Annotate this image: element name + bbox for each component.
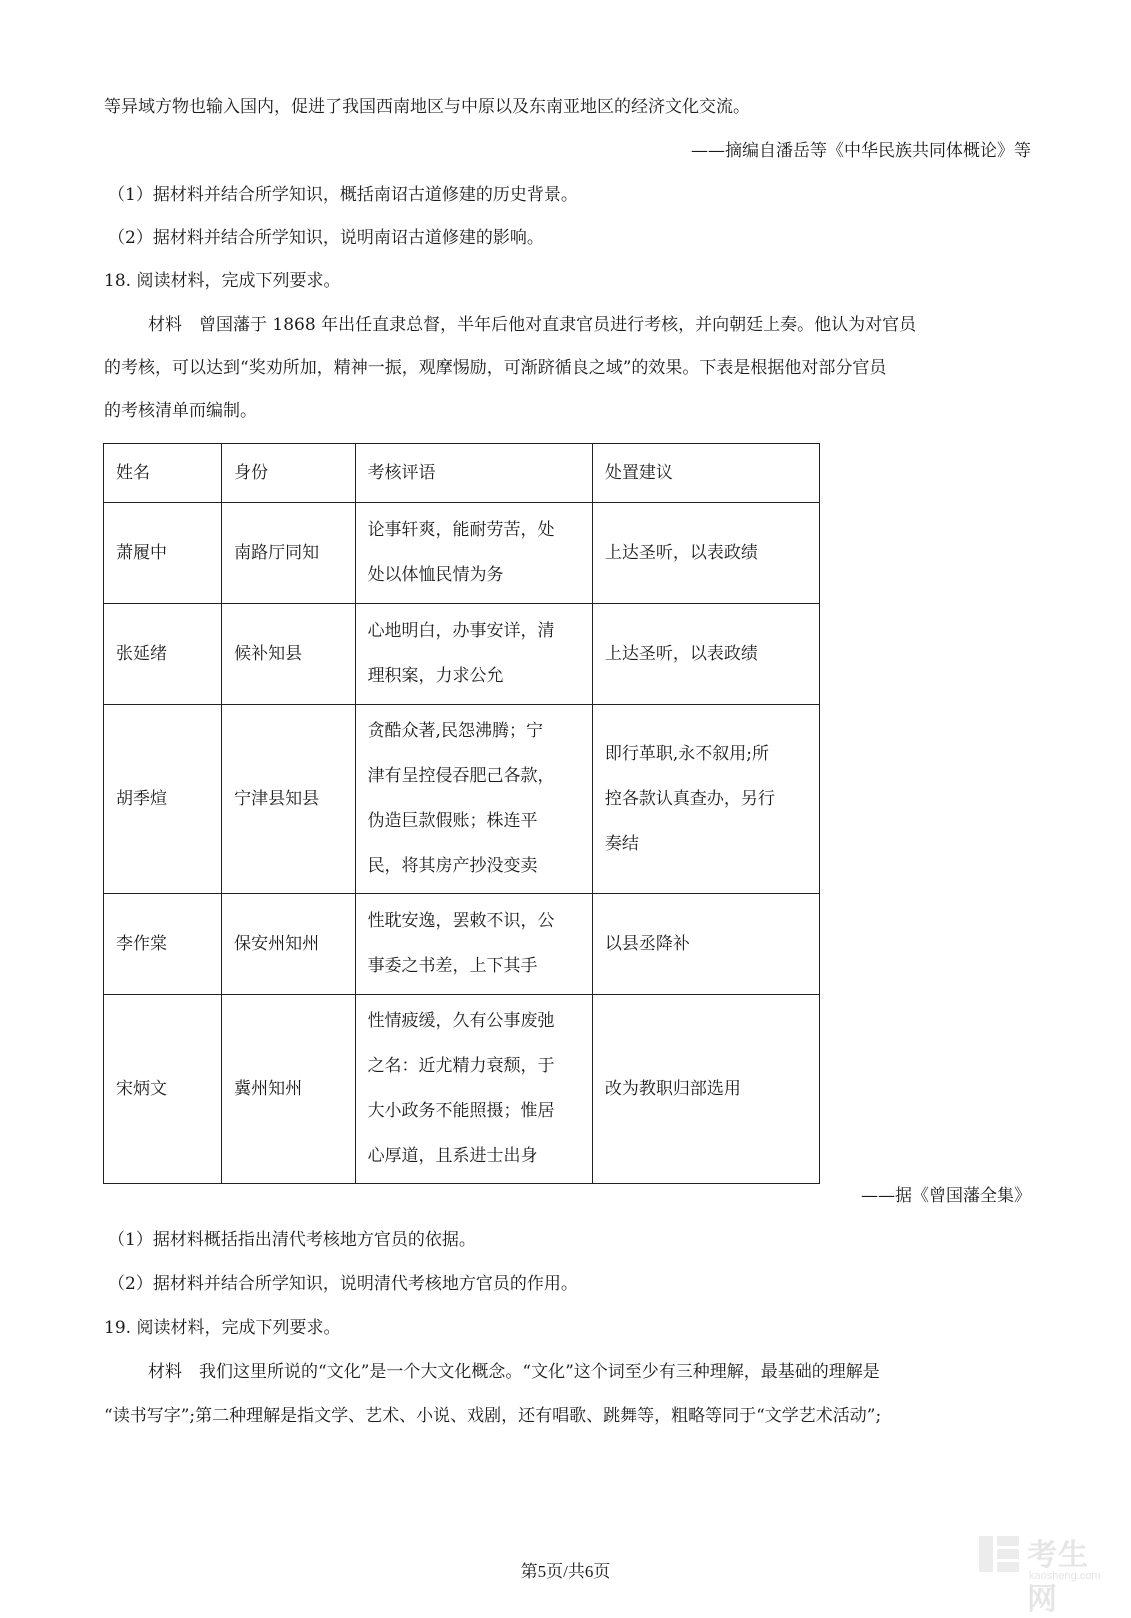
comment-line: 理积案，力求公允 <box>367 666 504 686</box>
assessment-table <box>103 443 820 1184</box>
comment-line: 伪造巨款假账；株连平 <box>367 811 538 831</box>
comment-line: 性耽安逸，罢敕不识，公 <box>367 911 555 931</box>
table-header-row <box>104 444 820 503</box>
comment-line: 心厚道，且系进士出身 <box>367 1146 538 1166</box>
question-18-2: （2）据材料并结合所学知识，说明清代考核地方官员的作用。 <box>108 1274 578 1294</box>
table-row <box>104 705 820 894</box>
cell-name: 萧履中 <box>104 503 222 604</box>
cell-advice <box>592 705 819 894</box>
table-row <box>104 995 820 1184</box>
material-18-line-1: 材料 曾国藩于 1868 年出任直隶总督，半年后他对直隶官员进行考核，并向朝廷上奏。他认为对官员 <box>148 315 917 335</box>
paragraph-continuation: 等异域方物也输入国内，促进了我国西南地区与中原以及东南亚地区的经济文化交流。 <box>104 97 750 117</box>
header-role: 身份 <box>222 444 355 503</box>
cell-name: 胡季煊 <box>104 705 222 894</box>
header-advice: 处置建议 <box>592 444 819 503</box>
comment-line: 性情疲缓，久有公事废弛 <box>367 1011 555 1031</box>
question-19-title: 19. 阅读材料，完成下列要求。 <box>104 1318 341 1338</box>
cell-role: 候补知县 <box>222 604 355 705</box>
cell-advice <box>592 894 819 995</box>
comment-line: 民，将其房产抄没变卖 <box>367 856 538 876</box>
material-19-line-2: “读书写字”;第二种理解是指文学、艺术、小说、戏剧，还有唱歌、跳舞等，粗略等同于“文学艺术活动”; <box>104 1406 882 1426</box>
source-citation-17: ——摘编自潘岳等《中华民族共同体概论》等 <box>691 141 1031 161</box>
comment-line: 之名：近尤精力衰颓，于 <box>367 1056 555 1076</box>
cell-comment <box>355 604 592 705</box>
question-17-1: （1）据材料并结合所学知识，概括南诏古道修建的历史背景。 <box>108 185 578 205</box>
comment-line: 心地明白，办事安详，清 <box>367 621 555 641</box>
cell-role: 保安州知州 <box>222 894 355 995</box>
cell-name: 李作棠 <box>104 894 222 995</box>
header-comment: 考核评语 <box>355 444 592 503</box>
material-19-line-1: 材料 我们这里所说的“文化”是一个大文化概念。“文化”这个词至少有三种理解，最基础的理解是 <box>148 1362 880 1382</box>
advice-line: 奏结 <box>604 833 639 854</box>
watermark-logo-icon <box>977 1534 1021 1574</box>
comment-line: 津有呈控侵吞肥己各款， <box>367 766 555 786</box>
cell-name: 张延绪 <box>104 604 222 705</box>
watermark <box>977 1530 1107 1616</box>
page-footer: 第5页/共6页 <box>520 1562 611 1581</box>
cell-advice <box>592 604 819 705</box>
comment-line: 贪酷众著,民怨沸腾；宁 <box>367 721 543 741</box>
advice-line: 以县丞降补 <box>604 933 690 954</box>
comment-line: 大小政务不能照摄；惟居 <box>367 1101 555 1121</box>
advice-line: 改为教职归部选用 <box>604 1078 741 1099</box>
advice-line: 上达圣听，以表政绩 <box>604 643 758 664</box>
cell-advice <box>592 503 819 604</box>
cell-role: 宁津县知县 <box>222 705 355 894</box>
cell-advice <box>592 995 819 1184</box>
table-row <box>104 503 820 604</box>
table-row <box>104 894 820 995</box>
comment-line: 事委之书差，上下其手 <box>367 956 538 976</box>
cell-comment <box>355 503 592 604</box>
cell-comment <box>355 995 592 1184</box>
advice-line: 上达圣听，以表政绩 <box>604 542 758 563</box>
comment-line: 论事轩爽，能耐劳苦，处 <box>367 520 555 540</box>
cell-role: 冀州知州 <box>222 995 355 1184</box>
cell-comment <box>355 894 592 995</box>
question-17-2: （2）据材料并结合所学知识，说明南诏古道修建的影响。 <box>108 228 544 248</box>
watermark-text: 考生网 <box>1027 1539 1089 1616</box>
advice-line: 即行革职,永不叙用;所 <box>604 743 769 764</box>
cell-comment <box>355 705 592 894</box>
cell-role: 南路厅同知 <box>222 503 355 604</box>
question-18-1: （1）据材料概括指出清代考核地方官员的依据。 <box>108 1230 476 1250</box>
material-18-line-2: 的考核，可以达到“奖劝所加，精神一振，观摩惕励，可渐跻循良之域”的效果。下表是根据他对部分官员 <box>104 358 887 378</box>
watermark-subtext: kaosheng.com <box>1029 1570 1101 1582</box>
material-18-line-3: 的考核清单而编制。 <box>104 401 257 421</box>
cell-name: 宋炳文 <box>104 995 222 1184</box>
header-name: 姓名 <box>104 444 222 503</box>
comment-line: 处以体恤民情为务 <box>367 565 504 585</box>
table-row <box>104 604 820 705</box>
advice-line: 控各款认真查办，另行 <box>604 788 775 809</box>
question-18-title: 18. 阅读材料，完成下列要求。 <box>104 271 341 291</box>
source-citation-18: ——据《曾国藩全集》 <box>861 1186 1031 1206</box>
